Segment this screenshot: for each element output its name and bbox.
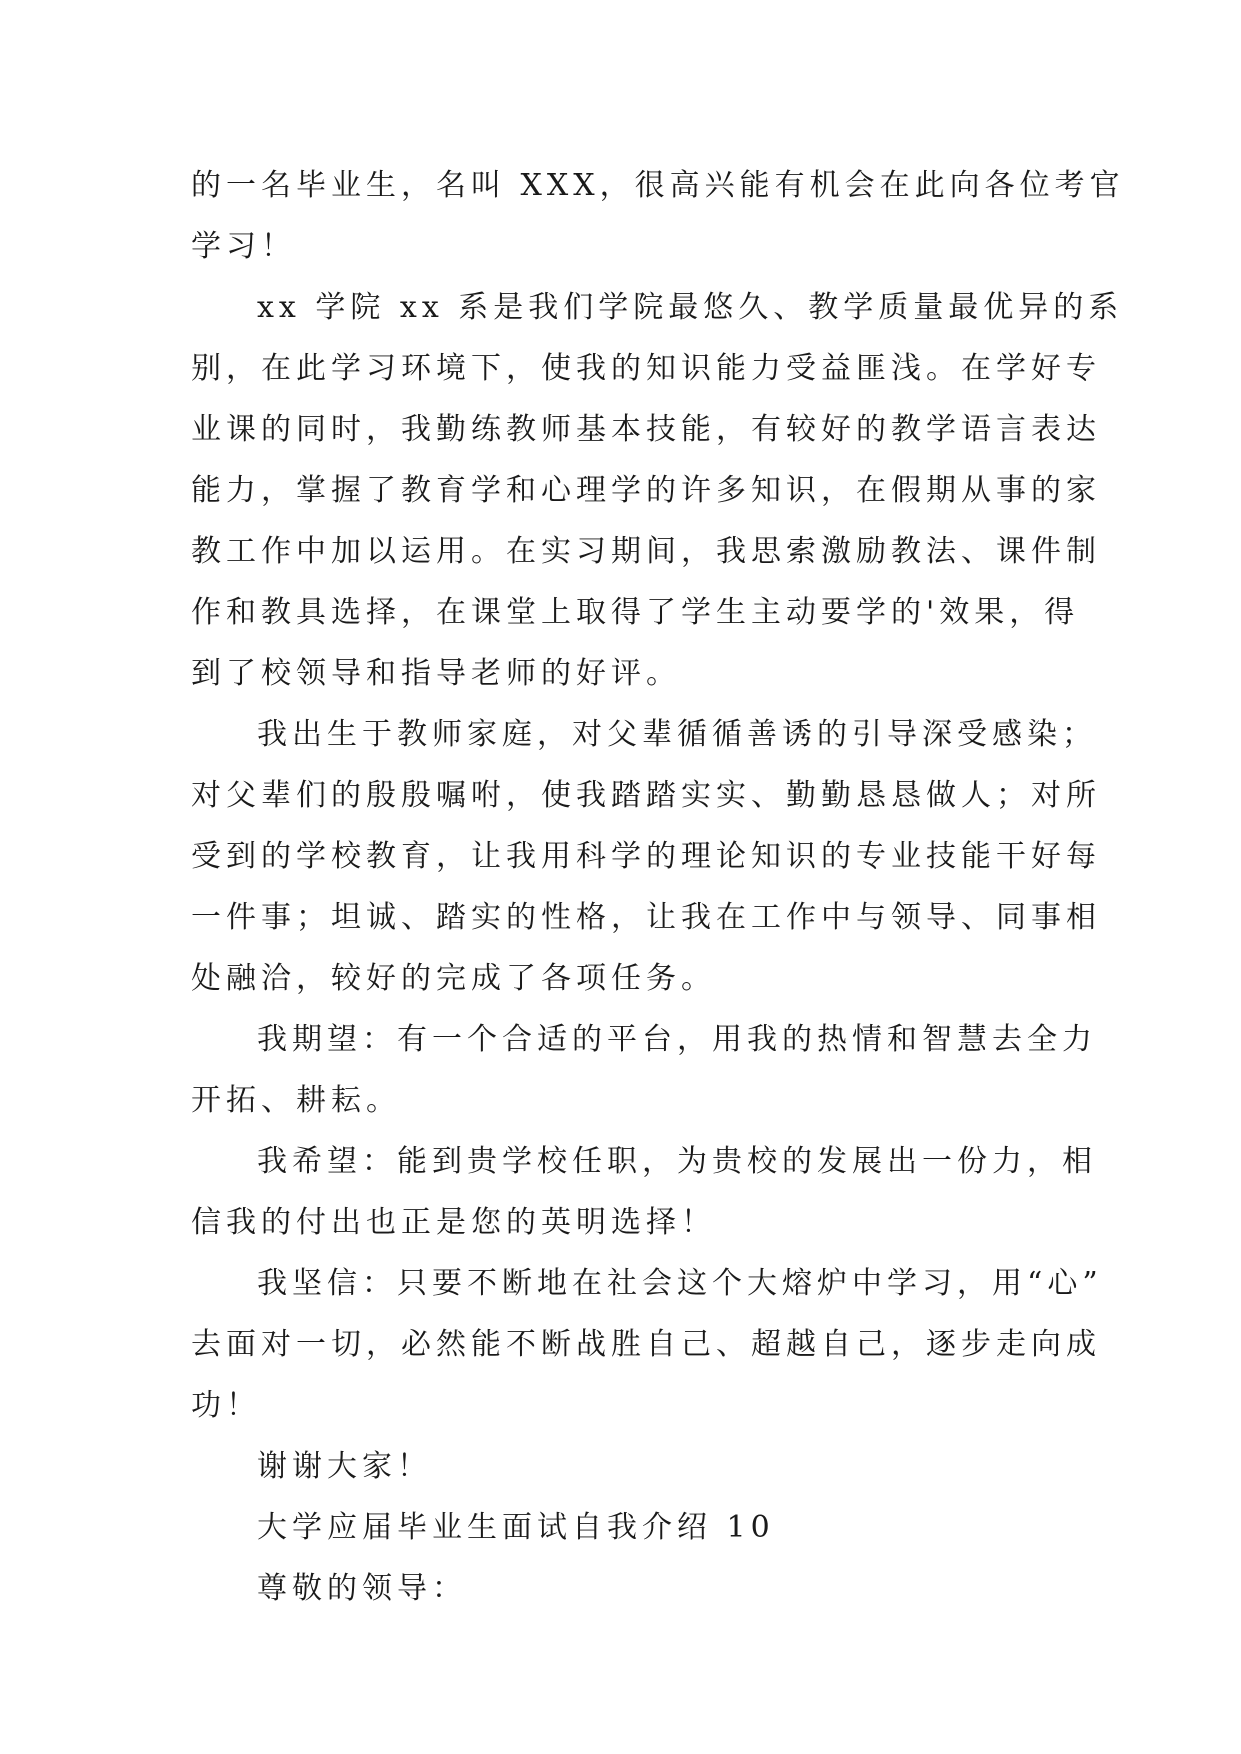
text-line: 对父辈们的殷殷嘱咐，使我踏踏实实、勤勤恳恳做人；对所 [191,778,1101,813]
text-line: 作和教具选择，在课堂上取得了学生主动要学的'效果，得 [191,595,1080,630]
paragraph-belief [191,1253,1103,1436]
text-line: 去面对一切，必然能不断战胜自己、超越自己，逐步走向成 [191,1327,1101,1362]
paragraph-department [191,277,1124,704]
text-line: 我出生于教师家庭，对父辈循循善诱的引导深受感染； [257,717,1097,752]
text-line: 尊敬的领导： [257,1571,467,1606]
text-line: 的一名毕业生，名叫 XXX，很高兴能有机会在此向各位考官 [191,168,1125,203]
text-line: xx 学院 xx 系是我们学院最悠久、教学质量最优异的系 [257,290,1124,325]
text-line: 大学应届毕业生面试自我介绍 10 [257,1510,775,1545]
document-body [191,155,1125,1619]
text-line: 到了校领导和指导老师的好评。 [191,656,681,691]
text-line: 谢谢大家！ [257,1449,432,1484]
text-line: 我希望：能到贵学校任职，为贵校的发展出一份力，相 [257,1144,1097,1179]
paragraph-hope [191,1131,1097,1253]
text-line: 功！ [191,1388,261,1423]
text-line: 别，在此学习环境下，使我的知识能力受益匪浅。在学好专 [191,351,1101,386]
paragraph-thanks [191,1436,1057,1497]
paragraph-salutation [191,1558,1057,1619]
paragraph-family [191,704,1101,1009]
text-line: 受到的学校教育，让我用科学的理论知识的专业技能干好每 [191,839,1101,874]
text-line: 开拓、耕耘。 [191,1083,401,1118]
text-line: 一件事；坦诚、踏实的性格，让我在工作中与领导、同事相 [191,900,1101,935]
text-line: 教工作中加以运用。在实习期间，我思索激励教法、课件制 [191,534,1101,569]
section-heading [191,1497,1057,1558]
text-line: 我坚信：只要不断地在社会这个大熔炉中学习，用“心” [257,1266,1103,1301]
paragraph-intro-continuation [191,155,1125,277]
text-line: 我期望：有一个合适的平台，用我的热情和智慧去全力 [257,1022,1097,1057]
text-line: 学习！ [191,229,296,264]
text-line: 业课的同时，我勤练教师基本技能，有较好的教学语言表达 [191,412,1101,447]
text-line: 处融洽，较好的完成了各项任务。 [191,961,716,996]
paragraph-expectation [191,1009,1097,1131]
text-line: 信我的付出也正是您的英明选择！ [191,1205,716,1240]
text-line: 能力，掌握了教育学和心理学的许多知识，在假期从事的家 [191,473,1101,508]
